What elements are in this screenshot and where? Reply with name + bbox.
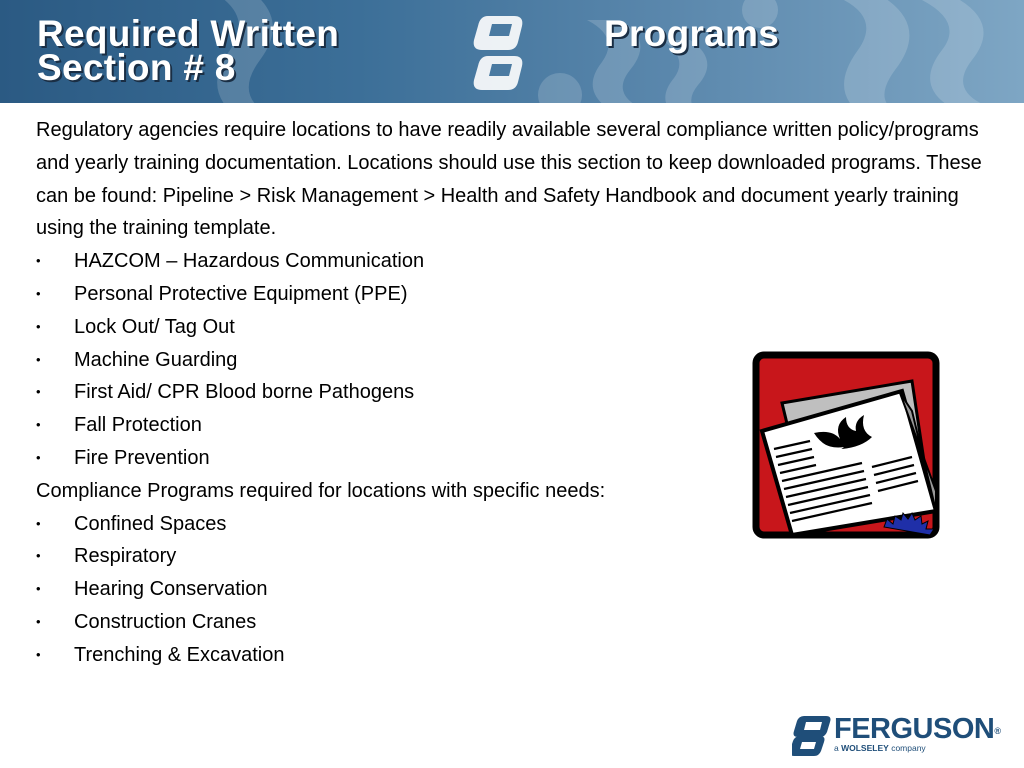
documents-clipart-icon xyxy=(752,351,940,539)
tagline-prefix: a xyxy=(834,743,839,753)
tagline-company: WOLSELEY xyxy=(841,743,889,753)
list-item-text: First Aid/ CPR Blood borne Pathogens xyxy=(74,381,415,404)
logo-registered-mark: ® xyxy=(994,726,1001,736)
logo-tagline xyxy=(834,743,926,753)
list-item xyxy=(36,606,996,639)
bullet-icon: • xyxy=(36,449,41,465)
logo-brand-text: FERGUSON xyxy=(834,713,995,745)
bullet-icon: • xyxy=(36,515,41,531)
bullet-icon: • xyxy=(36,613,41,629)
bullet-icon: • xyxy=(36,285,41,301)
bullet-icon: • xyxy=(36,417,41,433)
header-banner xyxy=(0,0,1024,103)
bullet-icon: • xyxy=(36,351,41,367)
list-item-text: Trenching & Excavation xyxy=(74,643,285,666)
list-item xyxy=(36,540,996,573)
bullet-icon: • xyxy=(36,548,41,564)
list-item-text: Machine Guarding xyxy=(74,348,238,371)
list-item-text: Confined Spaces xyxy=(74,512,227,535)
list-item xyxy=(36,278,996,311)
list-item-text: HAZCOM – Hazardous Communication xyxy=(74,250,425,273)
logo-brand-name xyxy=(834,713,1000,745)
list-item xyxy=(36,311,996,344)
list-item-text: Fire Prevention xyxy=(74,446,210,469)
list-item-text: Construction Cranes xyxy=(74,610,257,633)
tagline-suffix: company xyxy=(891,743,926,753)
page-title-line-2: Section # 8 xyxy=(37,47,236,88)
page-title-right: Programs xyxy=(604,13,780,54)
list-item-text: Fall Protection xyxy=(74,414,202,437)
list-item xyxy=(36,639,996,672)
bullet-icon: • xyxy=(36,646,41,662)
page-title-line-1: Required Written xyxy=(37,13,340,54)
list-item-text: Hearing Conservation xyxy=(74,578,268,601)
bullet-icon: • xyxy=(36,581,41,597)
intro-paragraph: Regulatory agencies require locations to have readily available several compliance written policy/programs and yearly training documentation. Locations should use this section to keep downloaded programs. These can be found: Pipeline > Risk Management > Health and Safety Handbook and document yearly training using the training template. xyxy=(36,119,982,240)
list-item-text: Respiratory xyxy=(74,545,177,568)
ferguson-logo xyxy=(792,712,1006,758)
list-item xyxy=(36,573,996,606)
specific-needs-heading: Compliance Programs required for locations with specific needs: xyxy=(36,479,606,502)
bullet-icon: • xyxy=(36,384,41,400)
bullet-icon: • xyxy=(36,253,41,269)
ferguson-mark-icon xyxy=(792,714,832,756)
list-item xyxy=(36,245,996,278)
list-item-text: Lock Out/ Tag Out xyxy=(74,315,235,338)
bullet-icon: • xyxy=(36,318,41,334)
list-item-text: Personal Protective Equipment (PPE) xyxy=(74,282,408,305)
